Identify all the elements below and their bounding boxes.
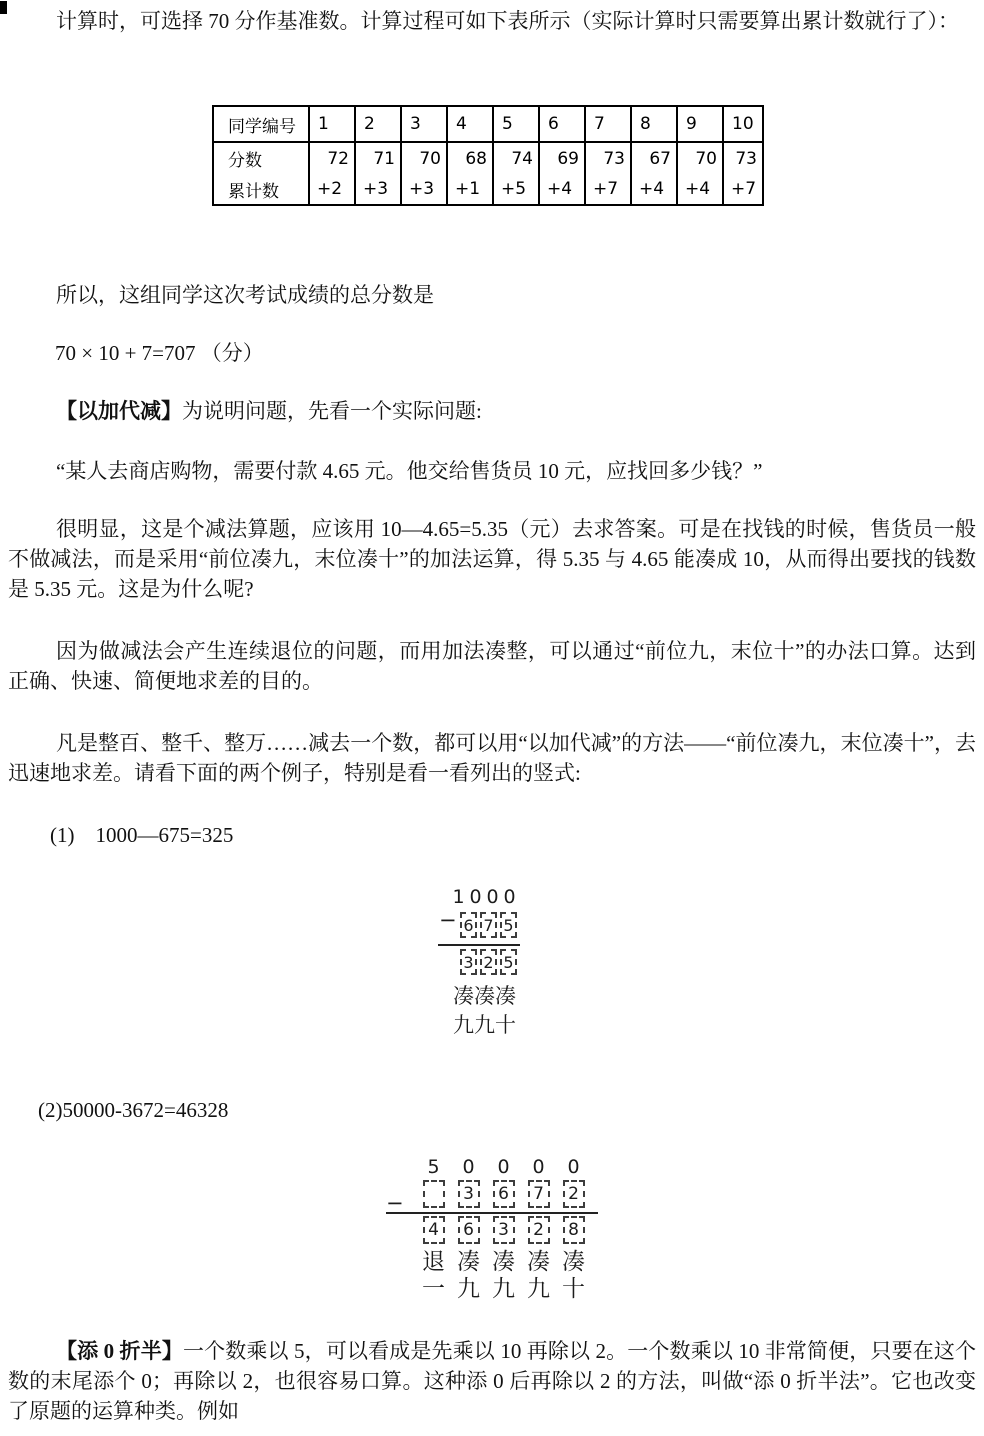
table-row-scores <box>213 142 763 174</box>
table-cell: 72 <box>309 142 355 174</box>
digit-box-empty <box>423 1180 445 1208</box>
minuend-digit: 0 <box>532 1156 545 1178</box>
annotation-char: 九 <box>474 1013 495 1037</box>
intro-paragraph: 计算时，可选择 70 分作基准数。计算过程可如下表所示（实际计算时只需要算出累计数就行了）： <box>56 9 959 33</box>
minuend-digit: 0 <box>462 1156 475 1178</box>
digit-box: 6 <box>458 1216 480 1244</box>
table-cell: 70 <box>401 142 447 174</box>
table-cell: 3 <box>401 106 447 142</box>
table-cell: +7 <box>723 174 763 205</box>
table-cell: 7 <box>585 106 631 142</box>
annotation-char: 凑 <box>457 1249 480 1275</box>
minuend-digit: 5 <box>427 1156 440 1178</box>
section-body-text: 一个数乘以 5，可以看成是先乘以 10 再除以 2。一个数乘以 10 非常简便，只要在这个数的末尾添个 0；再除以 2，也很容易口算。这种添 0 后再除以 2 的方法，叫做“添 0 折半法”。它也改变了原题的运算种类。例如 <box>8 1339 976 1423</box>
minuend-digit: 0 <box>503 886 516 908</box>
total-score-formula: 70 × 10 + 7=707 （分） <box>55 341 264 365</box>
table-cell: +4 <box>677 174 723 205</box>
table-cell: 70 <box>677 142 723 174</box>
digit-box: 5 <box>500 912 517 938</box>
minuend-digit: 1 <box>452 886 465 908</box>
method-summary-paragraph: 凡是整百、整千、整万……减去一个数，都可以用“以加代减”的方法——“前位凑九，末位凑十”，去迅速地求差。请看下面的两个例子，特别是看一看列出的竖式: <box>8 731 976 785</box>
minuend-digit: 0 <box>497 1156 510 1178</box>
section-title: 【以加代减】 <box>56 399 182 423</box>
shop-question-paragraph: “某人去商店购物，需要付款 4.65 元。他交给售货员 10 元，应找回多少钱？” <box>56 459 763 483</box>
result-row <box>384 1216 604 1244</box>
annotation-char: 九 <box>457 1276 480 1302</box>
annotation-row <box>384 1250 604 1275</box>
table-cell: 6 <box>539 106 585 142</box>
table-cell: 10 <box>723 106 763 142</box>
digit-box: 7 <box>480 912 497 938</box>
annotation-char: 凑 <box>495 984 516 1008</box>
digit-box: 5 <box>500 949 517 975</box>
annotation-char: 九 <box>453 1013 474 1037</box>
table-cell: +3 <box>355 174 401 205</box>
annotation-row <box>384 1277 604 1302</box>
table-cell: 73 <box>723 142 763 174</box>
section-title: 【添 0 折半】 <box>56 1339 183 1363</box>
table-cell: +7 <box>585 174 631 205</box>
table-corner-label: 同学编号 <box>213 106 309 142</box>
table-cell: 2 <box>355 106 401 142</box>
vertical-calc-2 <box>384 1157 604 1302</box>
section-yijiadaijian <box>8 396 976 426</box>
table-cell: 4 <box>447 106 493 142</box>
table-cell: 74 <box>493 142 539 174</box>
annotation-char: 九 <box>492 1276 515 1302</box>
table-cell: +2 <box>309 174 355 205</box>
table-cell: 5 <box>493 106 539 142</box>
table-cell: 67 <box>631 142 677 174</box>
table-cell: +5 <box>493 174 539 205</box>
digit-box: 6 <box>460 912 477 938</box>
table-cell: 71 <box>355 142 401 174</box>
minus-sign: − <box>439 908 457 932</box>
table-cell: 73 <box>585 142 631 174</box>
minuend-row <box>438 886 528 908</box>
digit-box: 6 <box>493 1180 515 1208</box>
annotation-char: 凑 <box>562 1249 585 1275</box>
example-2-equation: (2)50000-3672=46328 <box>38 1098 229 1122</box>
annotation-char: 凑 <box>474 984 495 1008</box>
minuend-digit: 0 <box>486 886 499 908</box>
table-cell: 69 <box>539 142 585 174</box>
minuend-digit: 0 <box>567 1156 580 1178</box>
table-row-label: 分数 <box>213 142 309 174</box>
annotation-char: 凑 <box>453 984 474 1008</box>
score-table <box>212 105 764 206</box>
result-row <box>438 949 528 975</box>
annotation-char: 凑 <box>492 1249 515 1275</box>
equals-line <box>386 1212 598 1214</box>
annotation-char: 退 <box>422 1249 445 1275</box>
minuend-row <box>384 1157 604 1177</box>
section-tian0zheban <box>8 1336 976 1426</box>
minus-sign: − <box>386 1191 404 1215</box>
section-intro-text: 为说明问题，先看一个实际问题: <box>182 399 482 423</box>
equals-line <box>438 944 520 946</box>
table-cell: 1 <box>309 106 355 142</box>
digit-box: 4 <box>423 1216 445 1244</box>
annotation-char: 十 <box>495 1013 516 1037</box>
annotation-row <box>438 984 528 1008</box>
digit-box: 2 <box>563 1180 585 1208</box>
digit-box: 7 <box>528 1180 550 1208</box>
subtrahend-row <box>384 1180 604 1208</box>
table-cell: 9 <box>677 106 723 142</box>
table-cell: +4 <box>631 174 677 205</box>
annotation-char: 九 <box>527 1276 550 1302</box>
annotation-char: 十 <box>562 1276 585 1302</box>
digit-box: 3 <box>460 949 477 975</box>
subtraction-explanation-paragraph: 很明显，这是个减法算题，应该用 10—4.65=5.35（元）去求答案。可是在找钱的时候，售货员一般不做减法，而是采用“前位凑九，末位凑十”的加法运算，得 5.35 与 4.65 能凑成 10，从而得出要找的钱数是 5.35 元。这是为什么呢? <box>8 517 976 601</box>
borrowing-explanation-paragraph: 因为做减法会产生连续退位的问题，而用加法凑整，可以通过“前位九，末位十”的办法口算。达到正确、快速、简便地求差的目的。 <box>8 639 976 693</box>
example-1-equation: (1) 1000—675=325 <box>50 823 234 847</box>
digit-box: 2 <box>528 1216 550 1244</box>
digit-box: 8 <box>563 1216 585 1244</box>
digit-box: 3 <box>458 1180 480 1208</box>
table-row-student-numbers <box>213 106 763 142</box>
digit-box: 3 <box>493 1216 515 1244</box>
corner-artifact <box>0 1 7 14</box>
digit-box: 2 <box>480 949 497 975</box>
table-cell: +4 <box>539 174 585 205</box>
annotation-char: 凑 <box>527 1249 550 1275</box>
table-cell: +3 <box>401 174 447 205</box>
vertical-calc-1 <box>438 886 528 1037</box>
annotation-row <box>438 1013 528 1037</box>
table-row-cumulative <box>213 174 763 205</box>
table-cell: 8 <box>631 106 677 142</box>
table-row-label: 累计数 <box>213 174 309 205</box>
annotation-char: 一 <box>422 1276 445 1302</box>
table-cell: 68 <box>447 142 493 174</box>
total-score-paragraph: 所以，这组同学这次考试成绩的总分数是 <box>56 283 434 307</box>
minuend-digit: 0 <box>469 886 482 908</box>
table-cell: +1 <box>447 174 493 205</box>
